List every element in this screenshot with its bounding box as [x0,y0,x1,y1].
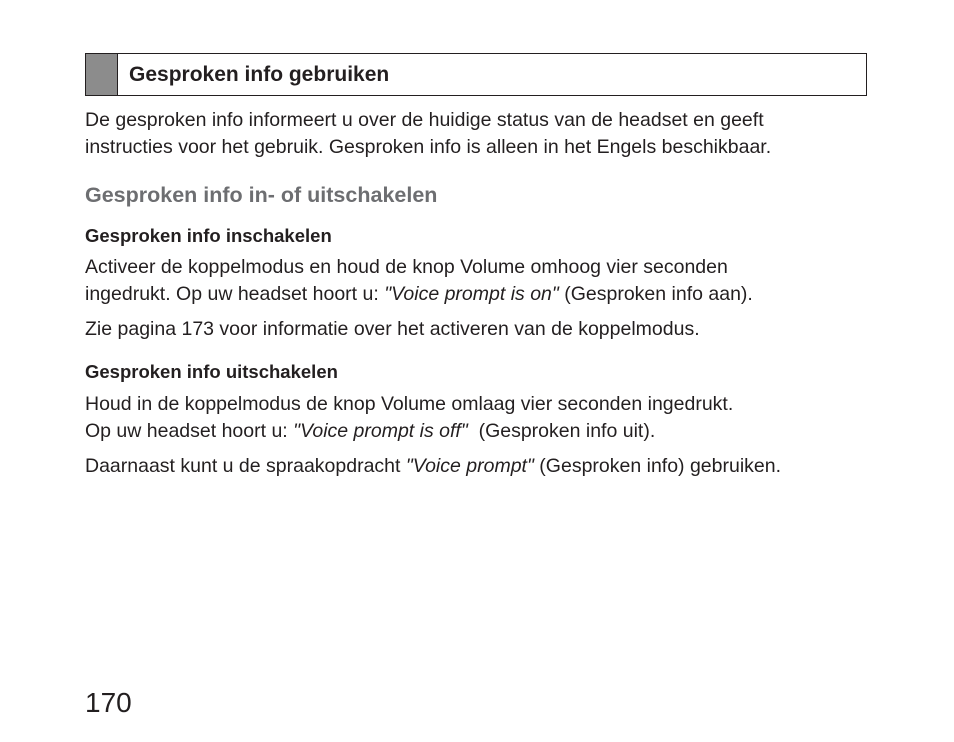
enable-reference: Zie pagina 173 voor informatie over het activeren van de koppelmodus. [85,318,700,340]
enable-heading: Gesproken info inschakelen [85,225,332,246]
enable-line-2-prefix: ingedrukt. Op uw headset hoort u: [85,283,385,305]
section-header [85,53,867,96]
enable-paragraph [85,254,885,308]
enable-line-2-suffix: (Gesproken info aan). [558,283,753,305]
disable-heading: Gesproken info uitschakelen [85,361,338,382]
enable-voice-quote: "Voice prompt is on" [384,283,559,305]
section-marker [86,54,118,95]
disable-line-1: Houd in de koppelmodus de knop Volume omlaag vier seconden ingedrukt. [85,393,734,415]
intro-line-1: De gesproken info informeert u over de huidige status van de headset en geeft [85,109,764,131]
intro-paragraph [85,107,885,161]
disable-line-2-suffix: (Gesproken info uit). [467,420,656,442]
voice-command-paragraph [85,453,885,480]
voice-command-prefix: Daarnaast kunt u de spraakopdracht [85,455,406,477]
page-number: 170 [85,687,132,718]
enable-line-1: Activeer de koppelmodus en houd de knop Volume omhoog vier seconden [85,256,728,278]
disable-voice-quote: "Voice prompt is off" [293,420,468,442]
disable-line-2-prefix: Op uw headset hoort u: [85,420,294,442]
section-title: Gesproken info gebruiken [129,63,390,86]
voice-command-quote: "Voice prompt" [405,455,534,477]
disable-paragraph [85,391,885,445]
intro-line-2: instructies voor het gebruik. Gesproken info is alleen in het Engels beschikbaar. [85,136,772,158]
voice-command-suffix: (Gesproken info) gebruiken. [533,455,782,477]
subtitle: Gesproken info in- of uitschakelen [85,183,438,207]
